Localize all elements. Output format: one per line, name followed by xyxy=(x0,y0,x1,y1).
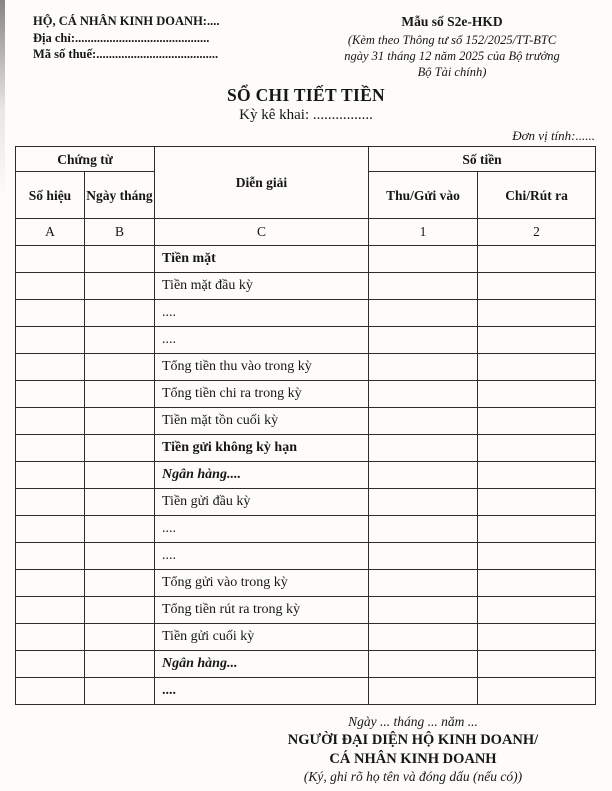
table-row xyxy=(16,246,596,273)
tax-code-line: Mã số thuế:....................................... xyxy=(33,47,219,61)
cell-receipt-deposit xyxy=(369,651,478,678)
signature-date-line: Ngày ... tháng ... năm ... xyxy=(348,714,478,730)
row-label: Ngân hàng... xyxy=(155,651,369,678)
cell-voucher-number xyxy=(16,246,85,273)
table-header xyxy=(16,147,596,246)
cell-payment-withdrawal xyxy=(478,300,596,327)
table-row xyxy=(16,624,596,651)
cell-voucher-date xyxy=(85,570,155,597)
signature-instruction: (Ký, ghi rõ họ tên và đóng dấu (nếu có)) xyxy=(303,768,523,784)
cell-receipt-deposit xyxy=(369,570,478,597)
table-row xyxy=(16,678,596,705)
row-label: Tổng tiền chi ra trong kỳ xyxy=(155,381,369,408)
cell-voucher-date xyxy=(85,435,155,462)
header-amount: Số tiền xyxy=(369,147,596,172)
cell-payment-withdrawal xyxy=(478,354,596,381)
cell-receipt-deposit xyxy=(369,354,478,381)
cell-payment-withdrawal xyxy=(478,408,596,435)
cell-voucher-number xyxy=(16,435,85,462)
cell-voucher-date xyxy=(85,678,155,705)
table-row xyxy=(16,543,596,570)
table-row xyxy=(16,489,596,516)
cell-payment-withdrawal xyxy=(478,597,596,624)
row-label: Tổng gửi vào trong kỳ xyxy=(155,570,369,597)
row-label: Ngân hàng.... xyxy=(155,462,369,489)
column-index-row xyxy=(16,219,596,246)
cell-voucher-date xyxy=(85,273,155,300)
cell-voucher-number xyxy=(16,489,85,516)
cell-voucher-date xyxy=(85,624,155,651)
cell-payment-withdrawal xyxy=(478,624,596,651)
row-label: Tiền mặt tồn cuối kỳ xyxy=(155,408,369,435)
cell-payment-withdrawal xyxy=(478,489,596,516)
cell-payment-withdrawal xyxy=(478,381,596,408)
cell-voucher-date xyxy=(85,354,155,381)
index-2: 2 xyxy=(478,219,596,246)
address-line: Địa chỉ:........................................... xyxy=(33,30,210,45)
row-label: .... xyxy=(155,327,369,354)
cell-voucher-number xyxy=(16,651,85,678)
row-label: .... xyxy=(155,300,369,327)
table-row xyxy=(16,273,596,300)
row-label: Tiền gửi cuối kỳ xyxy=(155,624,369,651)
business-name-line: HỘ, CÁ NHÂN KINH DOANH:.... xyxy=(33,14,220,28)
circular-note-line2: ngày 31 tháng 12 năm 2025 của Bộ trưởng xyxy=(344,48,560,63)
cell-receipt-deposit xyxy=(369,246,478,273)
cell-payment-withdrawal xyxy=(478,327,596,354)
cell-receipt-deposit xyxy=(369,408,478,435)
cell-receipt-deposit xyxy=(369,678,478,705)
cell-voucher-number xyxy=(16,300,85,327)
table-body xyxy=(16,246,596,705)
cell-payment-withdrawal xyxy=(478,516,596,543)
cell-receipt-deposit xyxy=(369,462,478,489)
cell-voucher-date xyxy=(85,327,155,354)
row-label: Tổng tiền rút ra trong kỳ xyxy=(155,597,369,624)
cell-payment-withdrawal xyxy=(478,246,596,273)
row-label: Tiền gửi đầu kỳ xyxy=(155,489,369,516)
table-row xyxy=(16,300,596,327)
currency-unit-label: Đơn vị tính:...... xyxy=(512,128,595,144)
signer-title-line2: CÁ NHÂN KINH DOANH xyxy=(329,751,497,768)
cell-receipt-deposit xyxy=(369,435,478,462)
cell-payment-withdrawal xyxy=(478,273,596,300)
header-receipt-deposit: Thu/Gửi vào xyxy=(369,172,478,219)
table-row xyxy=(16,516,596,543)
row-label: Tiền mặt xyxy=(155,246,369,273)
cell-voucher-number xyxy=(16,597,85,624)
cash-detail-table xyxy=(15,146,596,705)
cell-voucher-number xyxy=(16,624,85,651)
cell-voucher-number xyxy=(16,408,85,435)
document-header xyxy=(0,0,612,80)
cell-voucher-number xyxy=(16,462,85,489)
scan-edge-shadow xyxy=(0,0,5,200)
index-b: B xyxy=(85,219,155,246)
header-description: Diễn giải xyxy=(155,147,369,219)
cell-voucher-date xyxy=(85,246,155,273)
index-1: 1 xyxy=(369,219,478,246)
header-voucher-date: Ngày tháng xyxy=(85,172,155,219)
cell-receipt-deposit xyxy=(369,543,478,570)
cell-voucher-date xyxy=(85,651,155,678)
cell-voucher-date xyxy=(85,597,155,624)
cell-voucher-number xyxy=(16,327,85,354)
table-row xyxy=(16,435,596,462)
table-row xyxy=(16,327,596,354)
cell-receipt-deposit xyxy=(369,273,478,300)
row-label: Tổng tiền thu vào trong kỳ xyxy=(155,354,369,381)
table-row xyxy=(16,408,596,435)
circular-note-line3: Bộ Tài chính) xyxy=(417,65,487,80)
cell-payment-withdrawal xyxy=(478,543,596,570)
row-label: Tiền mặt đầu kỳ xyxy=(155,273,369,300)
cell-voucher-number xyxy=(16,570,85,597)
form-number: Mẫu số S2e-HKD xyxy=(401,14,503,29)
header-payment-withdrawal: Chi/Rút ra xyxy=(478,172,596,219)
row-label: Tiền gửi không kỳ hạn xyxy=(155,435,369,462)
table-row xyxy=(16,462,596,489)
header-voucher-number: Số hiệu xyxy=(16,172,85,219)
row-label: .... xyxy=(155,678,369,705)
cell-voucher-date xyxy=(85,381,155,408)
cell-voucher-number xyxy=(16,273,85,300)
header-voucher: Chứng từ xyxy=(16,147,155,172)
cell-payment-withdrawal xyxy=(478,462,596,489)
cell-receipt-deposit xyxy=(369,489,478,516)
cell-payment-withdrawal xyxy=(478,570,596,597)
cell-voucher-number xyxy=(16,543,85,570)
cell-receipt-deposit xyxy=(369,300,478,327)
cell-voucher-number xyxy=(16,354,85,381)
row-label: .... xyxy=(155,543,369,570)
cell-payment-withdrawal xyxy=(478,651,596,678)
cell-voucher-date xyxy=(85,462,155,489)
cell-voucher-date xyxy=(85,516,155,543)
cell-payment-withdrawal xyxy=(478,435,596,462)
document-title: SỔ CHI TIẾT TIỀN xyxy=(226,85,385,106)
table-row xyxy=(16,597,596,624)
cell-voucher-date xyxy=(85,300,155,327)
signature-block xyxy=(228,714,598,785)
business-info-block xyxy=(33,13,219,80)
cell-voucher-date xyxy=(85,543,155,570)
signer-title-line1: NGƯỜI ĐẠI DIỆN HỘ KINH DOANH/ xyxy=(287,732,539,749)
cell-receipt-deposit xyxy=(369,327,478,354)
cell-receipt-deposit xyxy=(369,516,478,543)
cell-receipt-deposit xyxy=(369,597,478,624)
cell-voucher-number xyxy=(16,516,85,543)
table-row xyxy=(16,570,596,597)
cell-voucher-date xyxy=(85,408,155,435)
cell-voucher-date xyxy=(85,489,155,516)
cell-voucher-number xyxy=(16,381,85,408)
cell-voucher-number xyxy=(16,678,85,705)
form-reference-block xyxy=(326,13,578,80)
cell-receipt-deposit xyxy=(369,624,478,651)
table-row xyxy=(16,381,596,408)
declaration-period-line: Kỳ kê khai: ................ xyxy=(239,107,373,124)
table-row xyxy=(16,354,596,381)
index-a: A xyxy=(16,219,85,246)
cell-payment-withdrawal xyxy=(478,678,596,705)
cell-receipt-deposit xyxy=(369,381,478,408)
table-row xyxy=(16,651,596,678)
row-label: .... xyxy=(155,516,369,543)
index-c: C xyxy=(155,219,369,246)
circular-note-line1: (Kèm theo Thông tư số 152/2025/TT-BTC xyxy=(347,32,557,47)
